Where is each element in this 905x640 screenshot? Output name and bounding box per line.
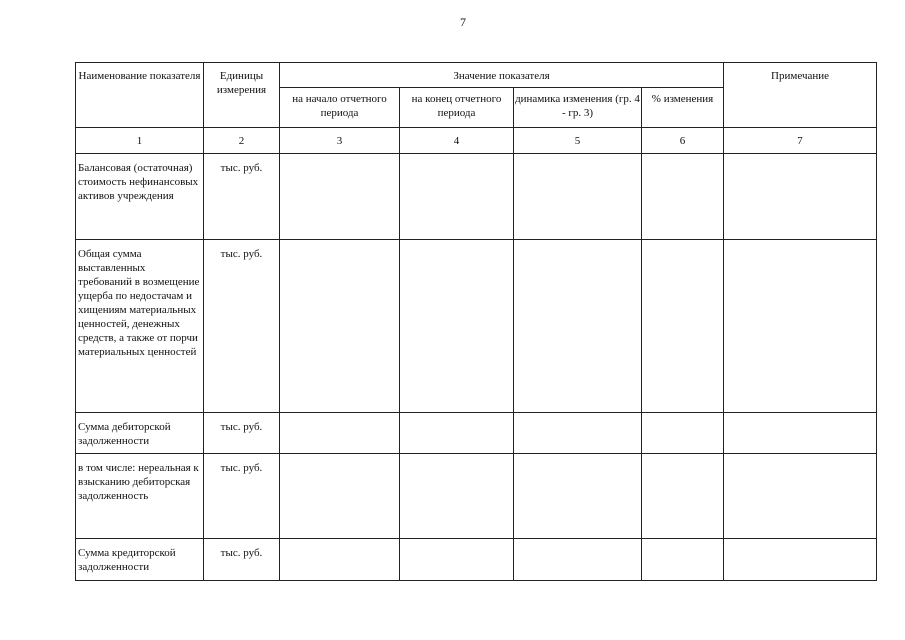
value-cell: [280, 154, 400, 240]
table-row: [76, 154, 877, 240]
row-unit: тыс. руб.: [204, 454, 280, 539]
table-row: [76, 539, 877, 581]
value-cell: [514, 154, 642, 240]
value-cell: [642, 454, 724, 539]
header-change-percent: % изменения: [642, 88, 724, 128]
value-cell: [642, 539, 724, 581]
value-cell: [514, 539, 642, 581]
header-period-end: на конец отчетного периода: [400, 88, 514, 128]
header-change-dynamics: динамика изменения (гр. 4 - гр. 3): [514, 88, 642, 128]
note-cell: [724, 539, 877, 581]
value-cell: [280, 539, 400, 581]
value-cell: [514, 413, 642, 454]
note-cell: [724, 413, 877, 454]
column-number: 5: [514, 128, 642, 154]
page-number: 7: [460, 15, 466, 29]
row-unit: тыс. руб.: [204, 413, 280, 454]
row-indicator-name: Общая сумма выставленных требований в возмещение ущерба по недостачам и хищениям материальных ценностей, денежных средств, а также от порчи материальных ценностей: [76, 240, 204, 413]
note-cell: [724, 454, 877, 539]
value-cell: [400, 454, 514, 539]
value-cell: [400, 539, 514, 581]
column-number-row: [76, 128, 877, 154]
value-cell: [400, 240, 514, 413]
value-cell: [280, 454, 400, 539]
header-indicator-name: Наименование показателя: [76, 63, 204, 128]
row-unit: тыс. руб.: [204, 154, 280, 240]
value-cell: [642, 154, 724, 240]
row-indicator-name: Балансовая (остаточная) стоимость нефинансовых активов учреждения: [76, 154, 204, 240]
header-indicator-value: Значение показателя: [280, 63, 724, 88]
column-number: 6: [642, 128, 724, 154]
column-number: 1: [76, 128, 204, 154]
header-note: Примечание: [724, 63, 877, 128]
indicator-table: [75, 62, 877, 581]
row-unit: тыс. руб.: [204, 539, 280, 581]
table-row: [76, 240, 877, 413]
column-number: 7: [724, 128, 877, 154]
value-cell: [642, 240, 724, 413]
note-cell: [724, 154, 877, 240]
row-indicator-name: Сумма дебиторской задолженности: [76, 413, 204, 454]
header-period-start: на начало отчетного периода: [280, 88, 400, 128]
value-cell: [400, 154, 514, 240]
value-cell: [280, 240, 400, 413]
header-row-top: [76, 63, 877, 88]
value-cell: [400, 413, 514, 454]
value-cell: [514, 240, 642, 413]
value-cell: [514, 454, 642, 539]
row-indicator-name: Сумма кредиторской задолженности: [76, 539, 204, 581]
note-cell: [724, 240, 877, 413]
header-units: Единицы измерения: [204, 63, 280, 128]
row-indicator-name: в том числе: нереальная к взысканию дебиторская задолженность: [76, 454, 204, 539]
table-row: [76, 454, 877, 539]
column-number: 2: [204, 128, 280, 154]
table-row: [76, 413, 877, 454]
column-number: 4: [400, 128, 514, 154]
column-number: 3: [280, 128, 400, 154]
value-cell: [642, 413, 724, 454]
value-cell: [280, 413, 400, 454]
row-unit: тыс. руб.: [204, 240, 280, 413]
